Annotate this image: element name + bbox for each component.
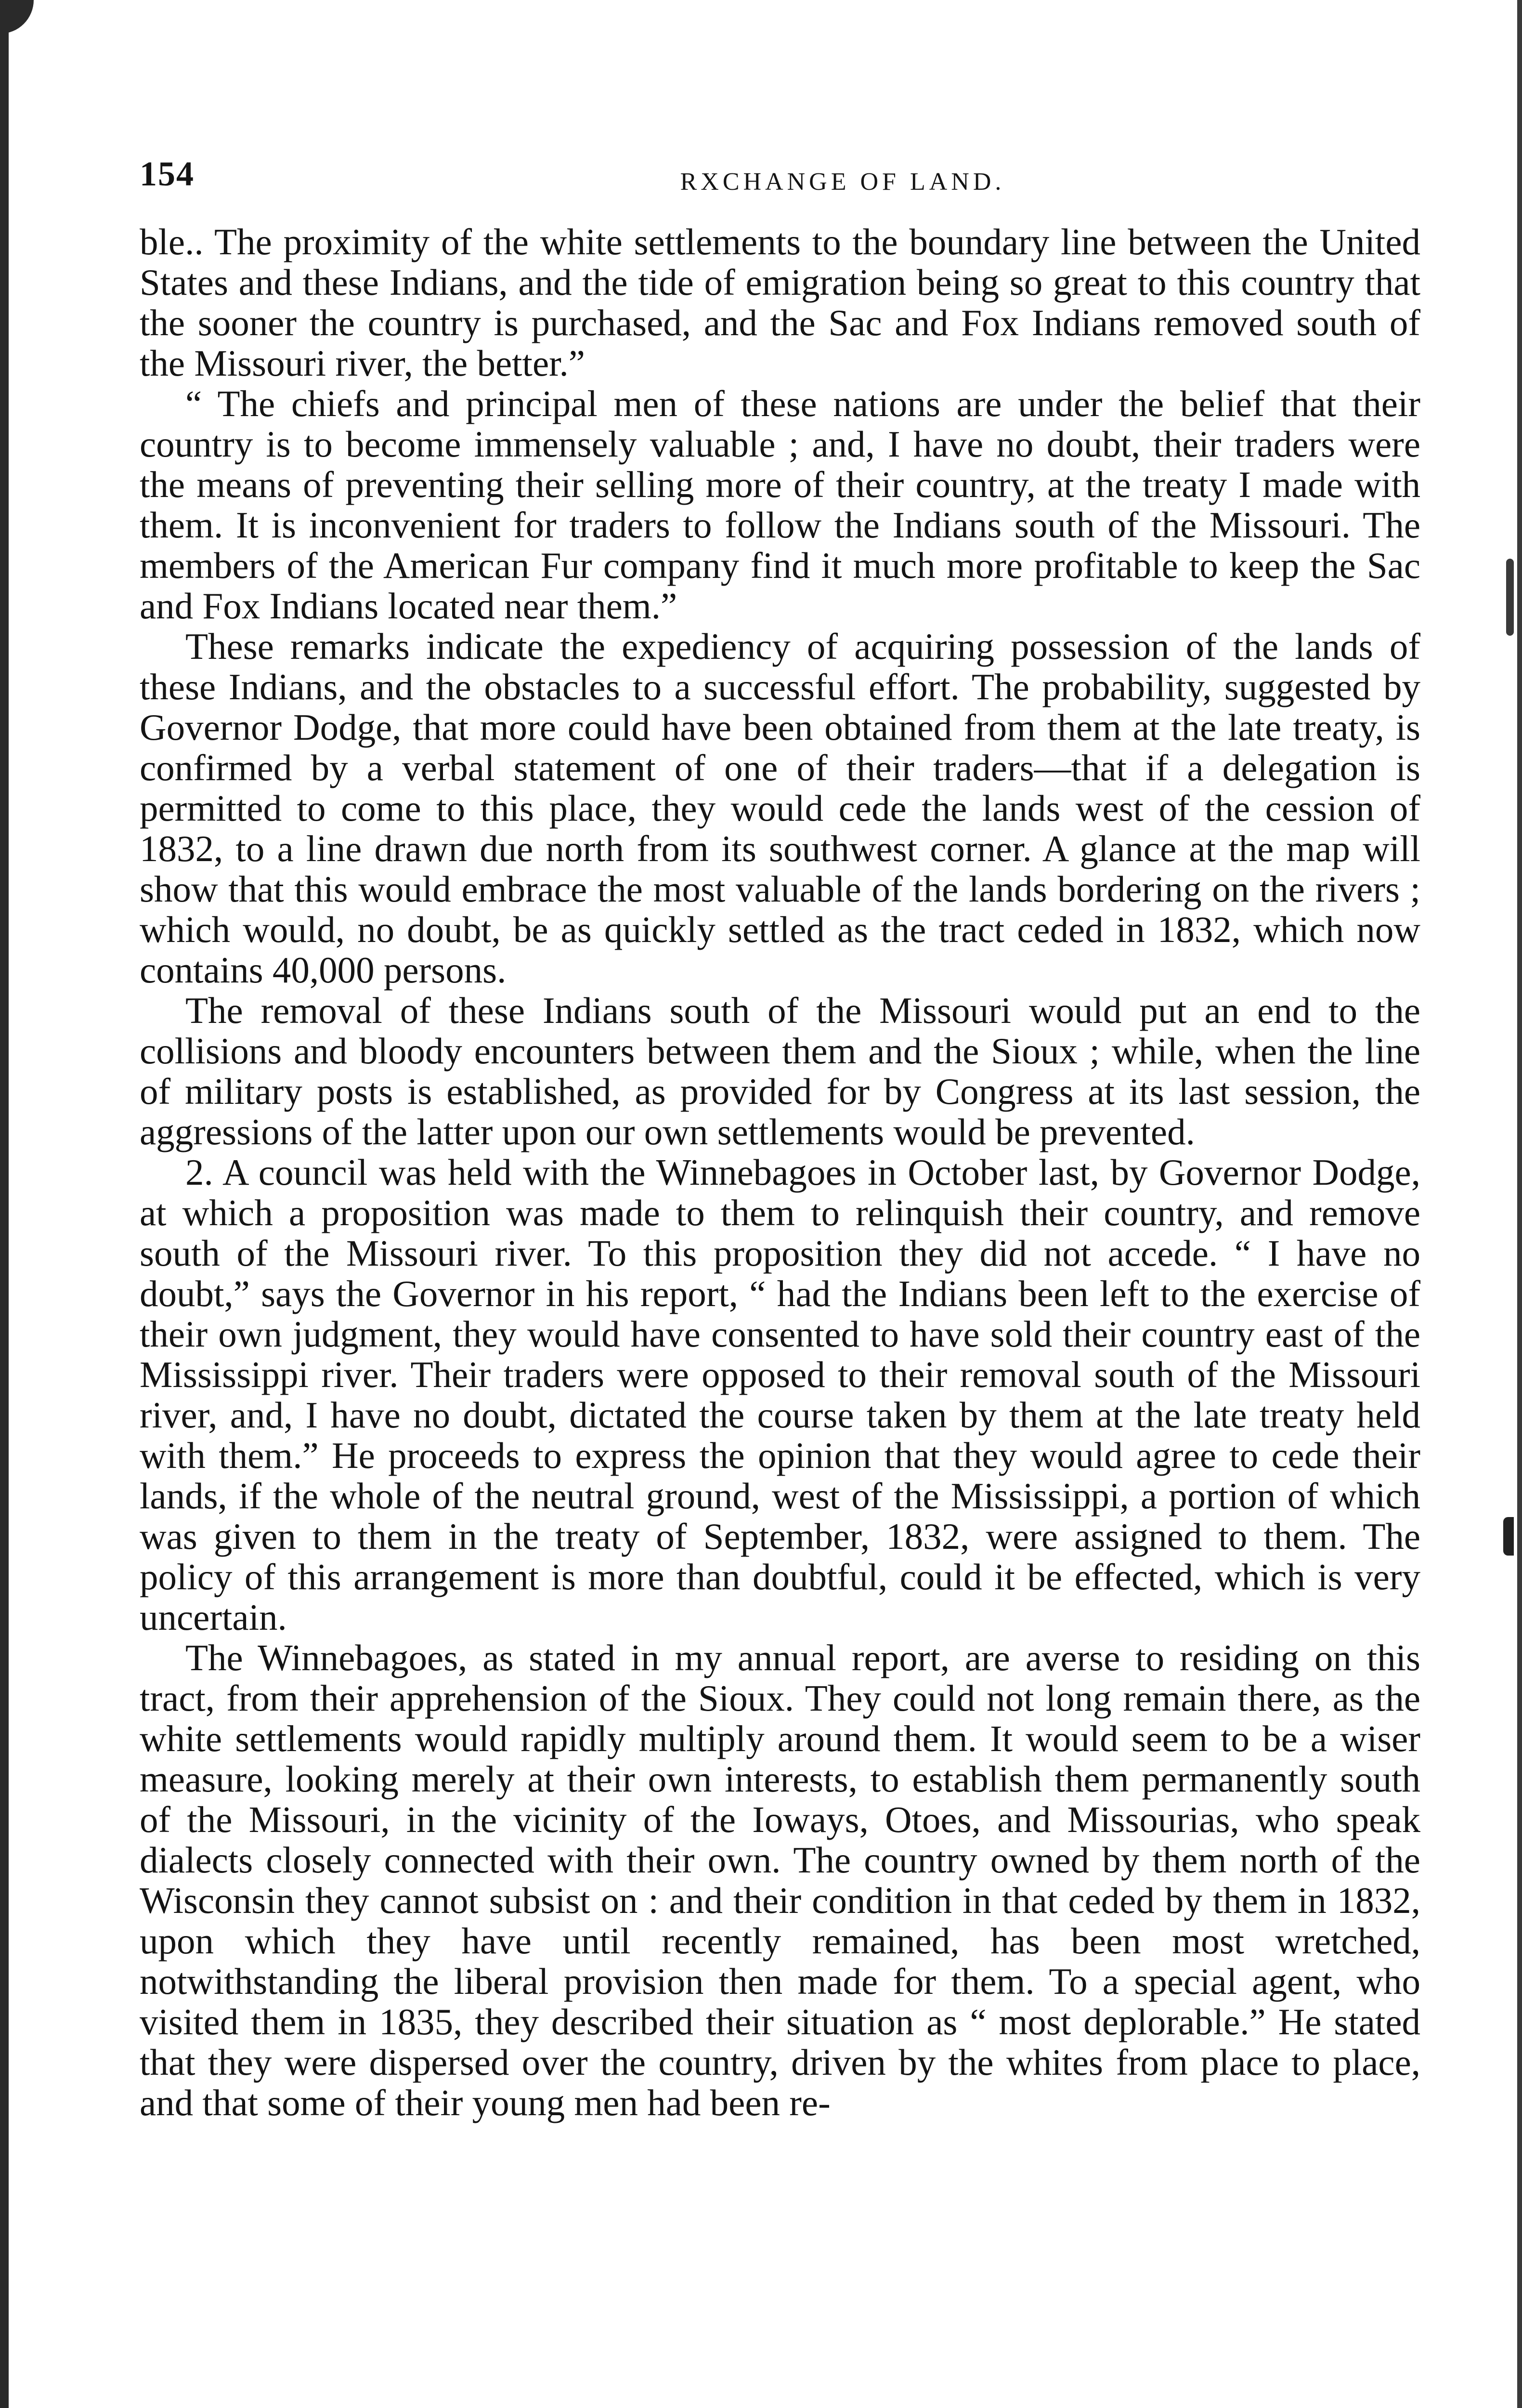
body-text [140, 222, 1420, 2123]
scan-edge-left [0, 0, 9, 2408]
document-page [140, 144, 1420, 2123]
paragraph: “ The chiefs and principal men of these nations are under the belief that their country is to become immensely valuable ; and, I have no doubt, their traders were the means of preventing their selling more of their country, at the treaty I made with them. It is inconvenient for traders to follow the Indians south of the Missouri. The members of the American Fur company find it much more profitable to keep the Sac and Fox Indians located near them.” [140, 383, 1420, 627]
page-header [140, 144, 1420, 222]
scan-edge-right [1517, 0, 1522, 2408]
paragraph: These remarks indicate the expediency of acquiring possession of the lands of these Indians, and the obstacles to a successful effort. The probability, suggested by Governor Dodge, that more could have been obtained from them at the late treaty, is confirmed by a verbal statement of one of their traders—that if a delegation is permitted to come to this place, they would cede the lands west of the cession of 1832, to a line drawn due north from its southwest corner. A glance at the map will show that this would embrace the most valuable of the lands bordering on the rivers ; which would, no doubt, be as quickly settled as the tract ceded in 1832, which now contains 40,000 persons. [140, 626, 1420, 991]
paragraph: ble.. The proximity of the white settlements to the boundary line between the United States and these Indians, and the tide of emigration being so great to this country that the sooner the country is purchased, and the Sac and Fox Indians removed south of the Missouri river, the better.” [140, 221, 1420, 384]
paragraph: 2. A council was held with the Winnebagoes in October last, by Governor Dodge, at which a proposition was made to them to relinquish their country, and remove south of the Missouri river. To this proposition they did not accede. “ I have no doubt,” says the Governor in his report, “ had the Indians been left to the exercise of their own judgment, they would have consented to have sold their country east of the Mississippi river. Their traders were opposed to their removal south of the Missouri river, and, I have no doubt, dictated the course taken by them at the late treaty held with them.” He proceeds to express the opinion that they would agree to cede their lands, if the whole of the neutral ground, west of the Mississippi, a portion of which was given to them in the treaty of September, 1832, were assigned to them. The policy of this arrangement is more than doubtful, could it be effected, which is very uncertain. [140, 1152, 1420, 1638]
margin-mark [1503, 1517, 1514, 1556]
page-number: 154 [140, 155, 195, 193]
paragraph: The Winnebagoes, as stated in my annual report, are averse to residing on this tract, from their apprehension of the Sioux. They could not long remain there, as the white settlements would rapidly multiply around them. It would seem to be a wiser measure, looking merely at their own interests, to establish them permanently south of the Missouri, in the vicinity of the Ioways, Otoes, and Missourias, who speak dialects closely connected with their own. The country owned by them north of the Wisconsin they cannot subsist on : and their condition in that ceded by them in 1832, upon which they have until recently remained, has been most wretched, notwithstanding the liberal provision then made for them. To a special agent, who visited them in 1835, they described their situation as “ most deplorable.” He stated that they were dispersed over the country, driven by the whites from place to place, and that some of their young men had been re- [140, 1637, 1420, 2123]
paragraph: The removal of these Indians south of the Missouri would put an end to the collisions and bloody encounters between them and the Sioux ; while, when the line of military posts is established, as provided for by Congress at its last session, the aggressions of the latter upon our own settlements would be prevented. [140, 990, 1420, 1152]
margin-mark [1506, 559, 1514, 636]
running-head: RXCHANGE OF LAND. [680, 168, 1005, 196]
